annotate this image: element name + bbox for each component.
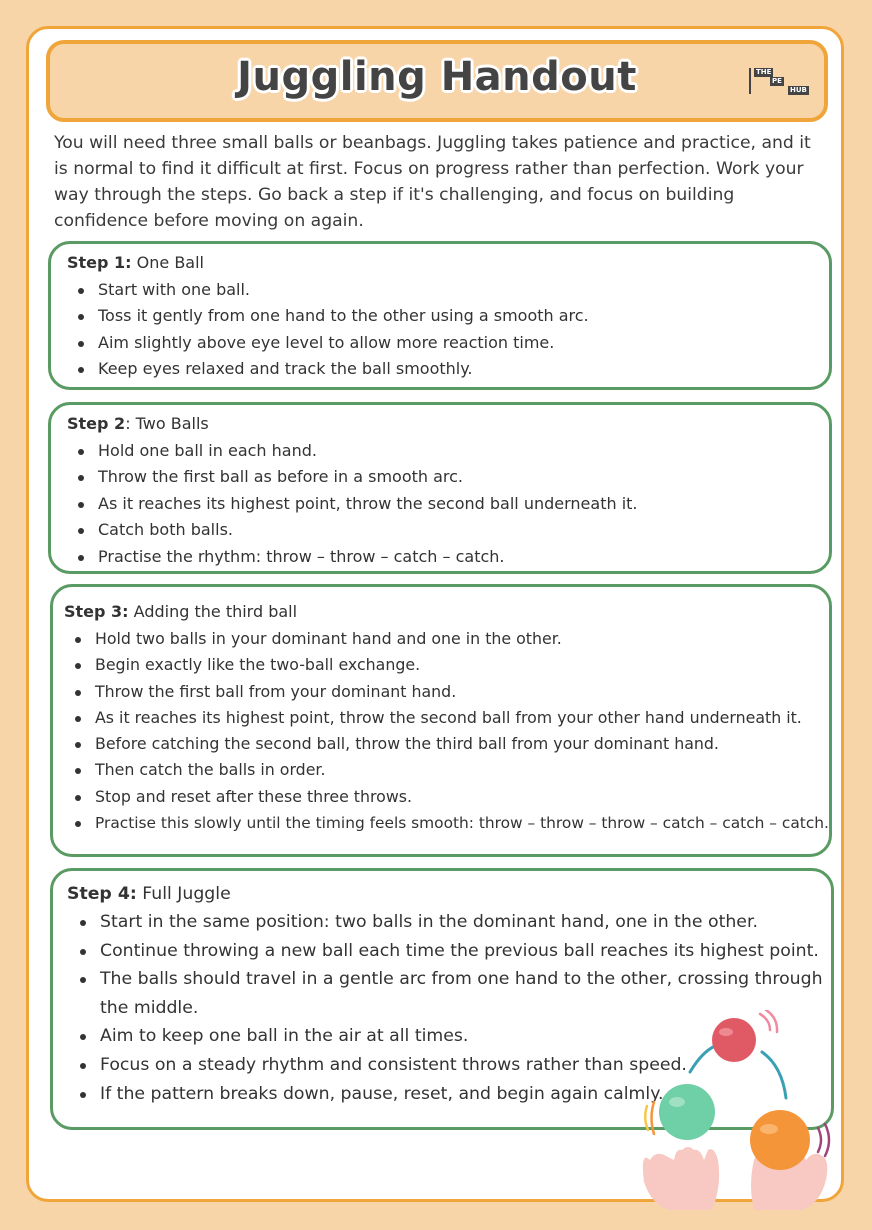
step-label: Step 4: <box>67 884 137 904</box>
list-item: Catch both balls. <box>98 517 829 543</box>
step-3-box <box>50 584 832 857</box>
pe-hub-logo <box>748 66 818 96</box>
step-label: Step 2 <box>67 414 126 433</box>
list-item: Throw the first ball from your dominant hand. <box>95 679 829 705</box>
list-item: Toss it gently from one hand to the other using a smooth arc. <box>98 303 829 329</box>
step-label: Step 1: <box>67 253 132 272</box>
list-item: Hold one ball in each hand. <box>98 438 829 464</box>
list-item: Before catching the second ball, throw the third ball from your dominant hand. <box>95 731 829 757</box>
logo-text-hub: HUB <box>790 86 807 94</box>
step-name: : Two Balls <box>125 414 209 433</box>
list-item: Then catch the balls in order. <box>95 757 829 783</box>
list-item: Focus on a steady rhythm and consistent throws rather than speed. <box>100 1051 700 1080</box>
logo-text-the: THE <box>756 68 772 76</box>
step-4-title <box>67 882 831 906</box>
step-1-list <box>98 277 829 383</box>
list-item: Start in the same position: two balls in the dominant hand, one in the other. <box>100 908 831 937</box>
juggling-hands-illustration <box>630 1010 840 1210</box>
list-item: Aim to keep one ball in the air at all times. <box>100 1022 700 1051</box>
list-item: Stop and reset after these three throws. <box>95 784 829 810</box>
step-3-title <box>64 602 829 622</box>
page-title: Juggling Handout <box>237 54 637 100</box>
list-item: Hold two balls in your dominant hand and one in the other. <box>95 626 829 652</box>
step-2-box <box>48 402 832 574</box>
step-name: One Ball <box>131 253 204 272</box>
list-item: Continue throwing a new ball each time the previous ball reaches its highest point. <box>100 937 831 966</box>
list-item: Throw the first ball as before in a smooth arc. <box>98 464 829 490</box>
list-item: Begin exactly like the two-ball exchange. <box>95 652 829 678</box>
list-item: The balls should travel in a gentle arc from one hand to the other, crossing through the middle. <box>100 965 831 1022</box>
list-item: If the pattern breaks down, pause, reset, and begin again calmly. <box>100 1080 700 1109</box>
list-item: Keep eyes relaxed and track the ball smoothly. <box>98 356 829 382</box>
step-2-list <box>98 438 829 570</box>
list-item: As it reaches its highest point, throw the second ball underneath it. <box>98 491 829 517</box>
step-name: Full Juggle <box>136 884 231 904</box>
step-name: Adding the third ball <box>128 602 298 621</box>
step-label: Step 3: <box>64 602 129 621</box>
logo-text-pe: PE <box>772 77 782 85</box>
list-item: As it reaches its highest point, throw the second ball from your other hand underneath it. <box>95 705 829 731</box>
list-item: Aim slightly above eye level to allow more reaction time. <box>98 330 829 356</box>
step-1-box <box>48 241 832 390</box>
step-3-list <box>95 626 829 836</box>
step-2-title <box>67 414 829 434</box>
list-item: Practise the rhythm: throw – throw – catch – catch. <box>98 544 829 570</box>
list-item: Start with one ball. <box>98 277 829 303</box>
step-1-title <box>67 253 829 273</box>
intro-paragraph: You will need three small balls or beanbags. Juggling takes patience and practice, and it is normal to find it difficult at first. Focus on progress rather than perfection. Work your way through the steps. Go back a step if it's challenging, and focus on building confidence before moving on again. <box>54 133 811 231</box>
list-item: Practise this slowly until the timing feels smooth: throw – throw – throw – catch – catch – catch. <box>95 810 829 836</box>
title-banner <box>46 40 828 122</box>
